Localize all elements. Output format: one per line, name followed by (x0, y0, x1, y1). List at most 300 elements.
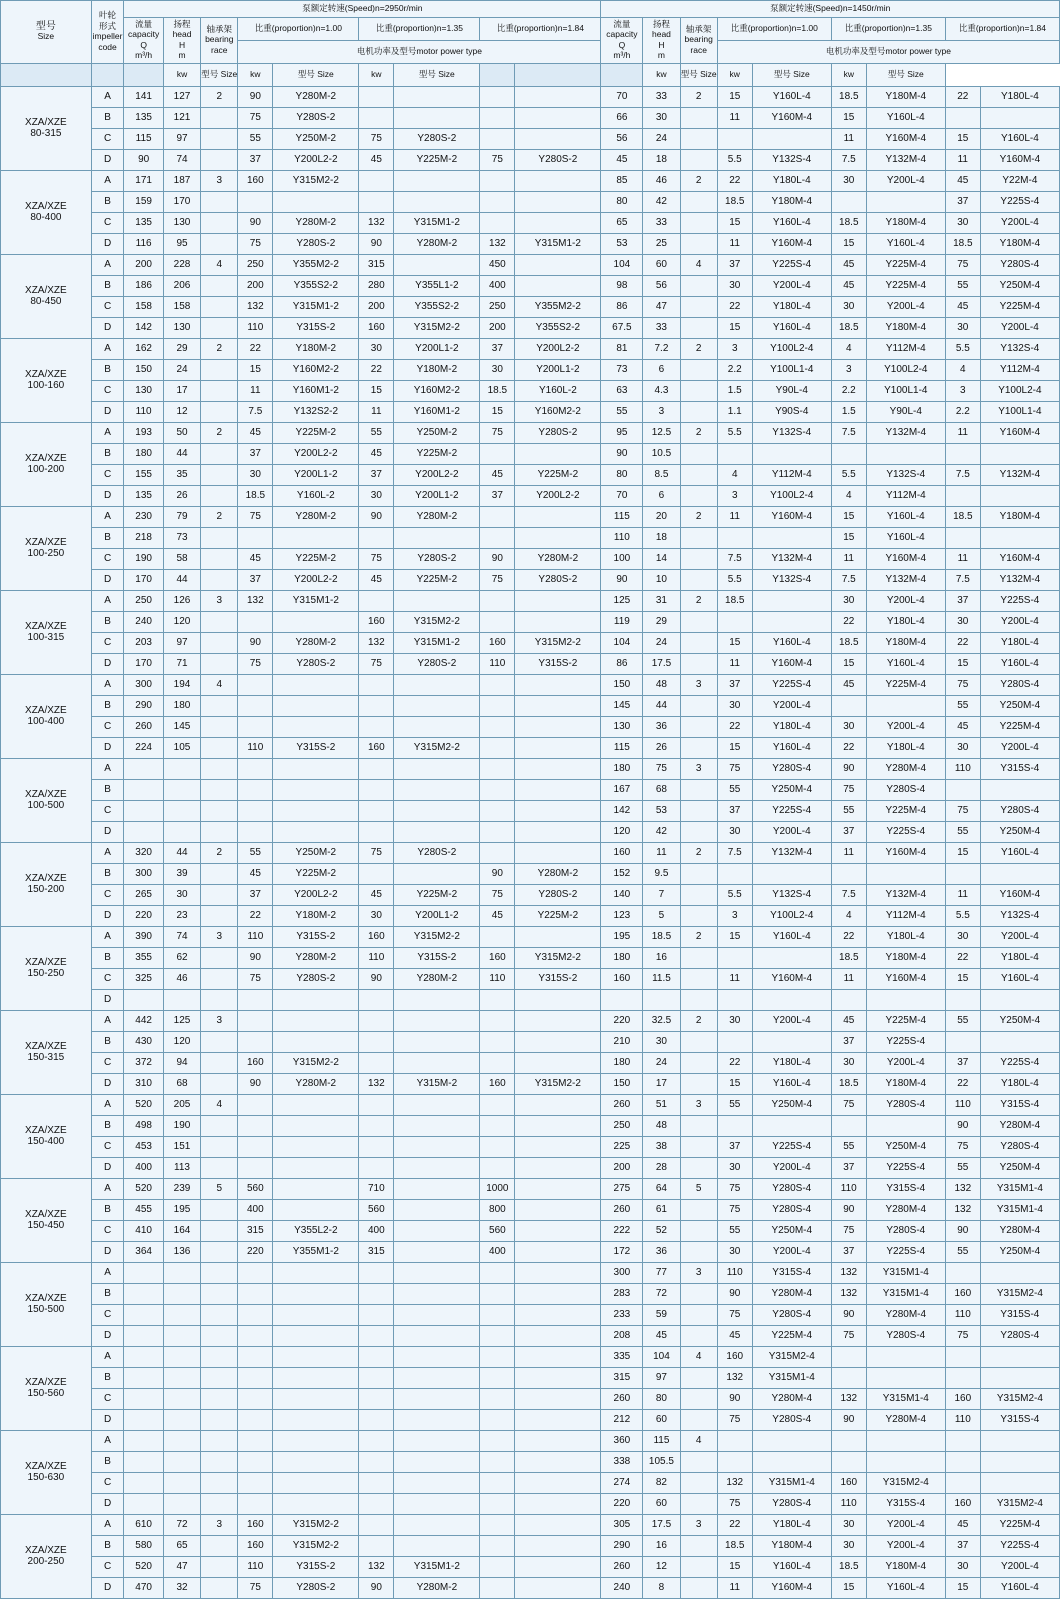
size-2950-100: Y280M-2 (273, 633, 359, 654)
size-1450-135: Y200L-4 (866, 591, 945, 612)
kw-2950-100: 90 (238, 633, 273, 654)
size-2950-100 (273, 1473, 359, 1494)
col-header-prop184-2950: 比重(proportion)n=1.84 (480, 18, 601, 41)
size-2950-184 (515, 1431, 601, 1452)
kw-2950-135: 75 (359, 129, 394, 150)
impeller-code: C (91, 129, 124, 150)
bearing-2950: 3 (201, 171, 238, 192)
head-1450: 9.5 (643, 864, 680, 885)
kw-1450-135: 75 (831, 1095, 866, 1116)
flow-2950: 171 (124, 171, 164, 192)
kw-2950-100: 110 (238, 318, 273, 339)
size-1450-100: Y280S-4 (752, 1179, 831, 1200)
kw-1450-100: 30 (717, 1158, 752, 1179)
bearing-1450 (680, 1305, 717, 1326)
head-2950: 65 (163, 1536, 200, 1557)
kw-2950-100: 75 (238, 108, 273, 129)
flow-1450: 86 (601, 654, 643, 675)
size-1450-184 (980, 864, 1059, 885)
size-1450-100: Y160M-4 (752, 969, 831, 990)
size-2950-100: Y280S-2 (273, 234, 359, 255)
col-header-size: 型号 Size (866, 64, 945, 87)
size-2950-100 (273, 1200, 359, 1221)
kw-2950-135 (359, 696, 394, 717)
size-1450-184: Y280M-4 (980, 1116, 1059, 1137)
impeller-code: A (91, 339, 124, 360)
kw-1450-100: 15 (717, 318, 752, 339)
kw-2950-184: 400 (480, 276, 515, 297)
size-1450-184: Y280S-4 (980, 801, 1059, 822)
size-1450-135: Y225S-4 (866, 1158, 945, 1179)
kw-2950-135 (359, 1494, 394, 1515)
head-2950: 228 (163, 255, 200, 276)
kw-1450-184: 37 (945, 591, 980, 612)
kw-2950-100: 45 (238, 423, 273, 444)
size-2950-135 (394, 1347, 480, 1368)
size-2950-135: Y315M-2 (394, 1074, 480, 1095)
kw-2950-184 (480, 444, 515, 465)
flow-2950: 290 (124, 696, 164, 717)
size-1450-184 (980, 108, 1059, 129)
kw-1450-184: 160 (945, 1494, 980, 1515)
flow-1450: 260 (601, 1389, 643, 1410)
table-row (1, 444, 1060, 465)
kw-2950-184: 90 (480, 864, 515, 885)
table-row (1, 759, 1060, 780)
bearing-2950 (201, 1536, 238, 1557)
size-1450-135: Y132M-4 (866, 150, 945, 171)
bearing-1450: 2 (680, 927, 717, 948)
size-2950-135 (394, 864, 480, 885)
bearing-1450 (680, 318, 717, 339)
kw-1450-184: 15 (945, 969, 980, 990)
kw-2950-135: 22 (359, 360, 394, 381)
kw-1450-135: 11 (831, 843, 866, 864)
size-2950-100: Y160M2-2 (273, 360, 359, 381)
kw-2950-135 (359, 528, 394, 549)
impeller-code: D (91, 486, 124, 507)
head-1450: 115 (643, 1431, 680, 1452)
head-1450: 60 (643, 1494, 680, 1515)
kw-1450-184: 90 (945, 1221, 980, 1242)
size-1450-184: Y250M-4 (980, 1158, 1059, 1179)
head-2950: 58 (163, 549, 200, 570)
head-2950 (163, 990, 200, 1011)
kw-1450-184: 30 (945, 1557, 980, 1578)
bearing-1450 (680, 1116, 717, 1137)
kw-2950-100: 22 (238, 906, 273, 927)
bearing-1450 (680, 234, 717, 255)
flow-1450: 142 (601, 801, 643, 822)
bearing-1450 (680, 192, 717, 213)
size-2950-184: Y160M2-2 (515, 402, 601, 423)
kw-1450-184: 45 (945, 297, 980, 318)
flow-1450: 240 (601, 1578, 643, 1599)
flow-2950 (124, 1389, 164, 1410)
kw-1450-184 (945, 1431, 980, 1452)
head-2950: 187 (163, 171, 200, 192)
kw-2950-184 (480, 1284, 515, 1305)
table-row (1, 1557, 1060, 1578)
kw-1450-100: 3 (717, 906, 752, 927)
table-row (1, 717, 1060, 738)
kw-1450-184: 55 (945, 1011, 980, 1032)
kw-1450-100: 7.5 (717, 843, 752, 864)
head-2950: 50 (163, 423, 200, 444)
size-1450-100: Y132S-4 (752, 423, 831, 444)
kw-2950-184: 250 (480, 297, 515, 318)
kw-2950-100 (238, 780, 273, 801)
kw-2950-100 (238, 1326, 273, 1347)
bearing-2950 (201, 486, 238, 507)
kw-1450-135: 30 (831, 591, 866, 612)
flow-2950: 230 (124, 507, 164, 528)
kw-1450-184 (945, 1347, 980, 1368)
kw-1450-100: 30 (717, 822, 752, 843)
bearing-2950 (201, 1452, 238, 1473)
size-1450-135: Y132M-4 (866, 570, 945, 591)
kw-2950-184 (480, 1158, 515, 1179)
flow-2950: 116 (124, 234, 164, 255)
bearing-2950 (201, 402, 238, 423)
kw-2950-135 (359, 717, 394, 738)
size-1450-100: Y280S-4 (752, 1494, 831, 1515)
size-1450-100: Y160L-4 (752, 318, 831, 339)
head-2950 (163, 780, 200, 801)
flow-1450: 53 (601, 234, 643, 255)
flow-1450: 315 (601, 1368, 643, 1389)
flow-2950: 320 (124, 843, 164, 864)
table-row (1, 1410, 1060, 1431)
size-2950-184 (515, 1326, 601, 1347)
table-row (1, 1389, 1060, 1410)
flow-1450 (601, 990, 643, 1011)
kw-1450-135 (831, 444, 866, 465)
size-2950-135: Y315M2-2 (394, 738, 480, 759)
size-2950-135: Y200L1-2 (394, 486, 480, 507)
kw-1450-100: 55 (717, 1221, 752, 1242)
kw-2950-100: 45 (238, 549, 273, 570)
size-2950-135 (394, 591, 480, 612)
head-1450: 10.5 (643, 444, 680, 465)
kw-2950-135: 11 (359, 402, 394, 423)
size-1450-100: Y225S-4 (752, 675, 831, 696)
impeller-code: C (91, 885, 124, 906)
kw-2950-135: 132 (359, 1557, 394, 1578)
header-spacer (91, 64, 124, 87)
size-1450-135: Y250M-4 (866, 1137, 945, 1158)
size-2950-135: Y280S-2 (394, 129, 480, 150)
flow-1450: 110 (601, 528, 643, 549)
kw-2950-100: 160 (238, 1053, 273, 1074)
kw-2950-100 (238, 1137, 273, 1158)
kw-2950-100: 37 (238, 150, 273, 171)
bearing-1450: 3 (680, 1515, 717, 1536)
bearing-1450: 3 (680, 759, 717, 780)
size-2950-184 (515, 1011, 601, 1032)
kw-2950-184 (480, 780, 515, 801)
bearing-2950 (201, 1053, 238, 1074)
head-1450: 48 (643, 675, 680, 696)
size-2950-100: Y355M1-2 (273, 1242, 359, 1263)
flow-1450: 212 (601, 1410, 643, 1431)
kw-2950-184 (480, 1557, 515, 1578)
size-1450-100: Y280M-4 (752, 1284, 831, 1305)
kw-1450-135: 37 (831, 1242, 866, 1263)
kw-2950-135 (359, 1347, 394, 1368)
impeller-code: C (91, 549, 124, 570)
kw-2950-135: 280 (359, 276, 394, 297)
head-1450: 24 (643, 1053, 680, 1074)
impeller-code: A (91, 1263, 124, 1284)
head-1450: 52 (643, 1221, 680, 1242)
kw-1450-184: 110 (945, 1305, 980, 1326)
kw-2950-135: 45 (359, 150, 394, 171)
kw-2950-184 (480, 759, 515, 780)
kw-1450-184: 30 (945, 318, 980, 339)
size-2950-100: Y315M1-2 (273, 297, 359, 318)
flow-1450: 73 (601, 360, 643, 381)
head-2950: 73 (163, 528, 200, 549)
size-1450-184: Y160L-4 (980, 654, 1059, 675)
header-spacer (601, 64, 643, 87)
size-1450-184: Y315M2-4 (980, 1389, 1059, 1410)
size-1450-135: Y160L-4 (866, 1578, 945, 1599)
table-row (1, 612, 1060, 633)
kw-2950-135: 560 (359, 1200, 394, 1221)
kw-1450-135: 18.5 (831, 318, 866, 339)
head-2950 (163, 1410, 200, 1431)
size-1450-135: Y225M-4 (866, 255, 945, 276)
kw-2950-184 (480, 1431, 515, 1452)
kw-2950-135: 400 (359, 1221, 394, 1242)
kw-2950-135 (359, 1389, 394, 1410)
size-2950-135 (394, 717, 480, 738)
kw-1450-135: 55 (831, 1137, 866, 1158)
kw-2950-135 (359, 1095, 394, 1116)
impeller-code: B (91, 1368, 124, 1389)
flow-2950 (124, 1347, 164, 1368)
table-row (1, 1095, 1060, 1116)
bearing-1450 (680, 1074, 717, 1095)
kw-2950-100 (238, 1158, 273, 1179)
kw-2950-100: 250 (238, 255, 273, 276)
size-1450-135: Y225M-4 (866, 801, 945, 822)
flow-1450: 338 (601, 1452, 643, 1473)
kw-1450-100: 45 (717, 1326, 752, 1347)
col-header-flow-2950: 流量 capacity Q m³/h (124, 18, 164, 64)
kw-1450-184: 75 (945, 1326, 980, 1347)
flow-2950: 159 (124, 192, 164, 213)
kw-2950-100: 75 (238, 654, 273, 675)
size-1450-184: Y315S-4 (980, 1095, 1059, 1116)
kw-1450-100: 3 (717, 486, 752, 507)
size-2950-100: Y225M-2 (273, 864, 359, 885)
size-2950-184 (515, 1221, 601, 1242)
head-1450: 25 (643, 234, 680, 255)
size-2950-100 (273, 528, 359, 549)
table-row (1, 1515, 1060, 1536)
size-2950-100: Y280S-2 (273, 1578, 359, 1599)
bearing-1450: 2 (680, 1011, 717, 1032)
flow-2950: 170 (124, 654, 164, 675)
kw-1450-100 (717, 990, 752, 1011)
kw-1450-135: 90 (831, 1410, 866, 1431)
kw-1450-135 (831, 192, 866, 213)
kw-1450-100: 75 (717, 1305, 752, 1326)
size-2950-184: Y315S-2 (515, 969, 601, 990)
flow-2950: 520 (124, 1095, 164, 1116)
size-1450-184 (980, 1473, 1059, 1494)
head-1450: 20 (643, 507, 680, 528)
kw-1450-135: 37 (831, 1158, 866, 1179)
kw-2950-100: 22 (238, 339, 273, 360)
kw-1450-184 (945, 1368, 980, 1389)
kw-2950-184 (480, 213, 515, 234)
kw-1450-100: 15 (717, 1074, 752, 1095)
head-1450: 42 (643, 192, 680, 213)
kw-1450-100: 18.5 (717, 1536, 752, 1557)
flow-1450: 86 (601, 297, 643, 318)
size-1450-100 (752, 1116, 831, 1137)
size-2950-100 (273, 1095, 359, 1116)
flow-2950: 453 (124, 1137, 164, 1158)
head-1450: 68 (643, 780, 680, 801)
kw-1450-184 (945, 990, 980, 1011)
flow-1450: 274 (601, 1473, 643, 1494)
kw-1450-135: 22 (831, 612, 866, 633)
size-2950-135: Y250M-2 (394, 423, 480, 444)
head-1450: 33 (643, 87, 680, 108)
size-2950-135 (394, 780, 480, 801)
table-row (1, 423, 1060, 444)
kw-1450-184: 7.5 (945, 570, 980, 591)
size-2950-184 (515, 696, 601, 717)
kw-1450-184: 160 (945, 1389, 980, 1410)
size-1450-100 (752, 1032, 831, 1053)
size-2950-100 (273, 801, 359, 822)
impeller-code: B (91, 108, 124, 129)
bearing-1450: 2 (680, 591, 717, 612)
kw-2950-100: 75 (238, 234, 273, 255)
size-2950-135 (394, 1116, 480, 1137)
bearing-1450 (680, 1494, 717, 1515)
table-row (1, 1347, 1060, 1368)
size-2950-135 (394, 1326, 480, 1347)
bearing-1450: 4 (680, 255, 717, 276)
head-1450: 77 (643, 1263, 680, 1284)
size-1450-100: Y132S-4 (752, 150, 831, 171)
kw-1450-184: 45 (945, 717, 980, 738)
impeller-code: A (91, 1431, 124, 1452)
size-1450-135: Y100L1-4 (866, 381, 945, 402)
kw-2950-100 (238, 1347, 273, 1368)
size-2950-135: Y315M1-2 (394, 633, 480, 654)
kw-1450-135: 37 (831, 822, 866, 843)
size-2950-135: Y280M-2 (394, 234, 480, 255)
size-1450-184: Y315S-4 (980, 1410, 1059, 1431)
kw-2950-135: 45 (359, 570, 394, 591)
size-1450-184: Y200L-4 (980, 1557, 1059, 1578)
flow-2950: 200 (124, 255, 164, 276)
size-2950-100 (273, 1158, 359, 1179)
kw-1450-135: 4 (831, 486, 866, 507)
flow-1450: 250 (601, 1116, 643, 1137)
head-2950 (163, 1452, 200, 1473)
head-1450: 29 (643, 612, 680, 633)
size-2950-100 (273, 1347, 359, 1368)
impeller-code: C (91, 1137, 124, 1158)
size-1450-100 (752, 444, 831, 465)
head-1450: 64 (643, 1179, 680, 1200)
kw-1450-100: 30 (717, 696, 752, 717)
flow-1450: 45 (601, 150, 643, 171)
size-2950-100: Y200L1-2 (273, 465, 359, 486)
kw-1450-184: 11 (945, 885, 980, 906)
head-2950 (163, 1263, 200, 1284)
size-2950-135: Y200L1-2 (394, 906, 480, 927)
size-1450-184: Y100L1-4 (980, 402, 1059, 423)
head-2950: 74 (163, 150, 200, 171)
kw-2950-184 (480, 1053, 515, 1074)
kw-1450-135: 90 (831, 759, 866, 780)
kw-2950-135: 90 (359, 969, 394, 990)
kw-1450-184: 3 (945, 381, 980, 402)
size-2950-184 (515, 1494, 601, 1515)
bearing-1450: 2 (680, 843, 717, 864)
size-2950-135: Y200L1-2 (394, 339, 480, 360)
kw-2950-100: 18.5 (238, 486, 273, 507)
bearing-1450 (680, 780, 717, 801)
size-1450-100: Y160M-4 (752, 108, 831, 129)
size-2950-100: Y160L-2 (273, 486, 359, 507)
kw-1450-184: 55 (945, 1158, 980, 1179)
head-2950: 121 (163, 108, 200, 129)
size-1450-100: Y180L-4 (752, 297, 831, 318)
bearing-1450: 3 (680, 1263, 717, 1284)
flow-1450: 115 (601, 738, 643, 759)
head-2950: 145 (163, 717, 200, 738)
pump-model-cell: XZA/XZE 100-500 (1, 759, 92, 843)
kw-1450-184: 55 (945, 696, 980, 717)
flow-1450: 81 (601, 339, 643, 360)
size-2950-100: Y280M-2 (273, 213, 359, 234)
flow-1450: 115 (601, 507, 643, 528)
col-header-impeller: 叶轮 形式 impeller code (91, 1, 124, 64)
kw-1450-100: 15 (717, 633, 752, 654)
flow-2950: 220 (124, 906, 164, 927)
size-2950-184 (515, 675, 601, 696)
size-2950-135 (394, 108, 480, 129)
table-row (1, 675, 1060, 696)
size-1450-135: Y280M-4 (866, 759, 945, 780)
size-2950-184 (515, 1578, 601, 1599)
flow-1450: 195 (601, 927, 643, 948)
size-1450-100: Y160L-4 (752, 738, 831, 759)
head-2950: 127 (163, 87, 200, 108)
table-row (1, 1158, 1060, 1179)
table-row (1, 1326, 1060, 1347)
table-row (1, 822, 1060, 843)
head-2950: 195 (163, 1200, 200, 1221)
size-1450-135: Y225M-4 (866, 675, 945, 696)
flow-2950: 170 (124, 570, 164, 591)
kw-2950-184 (480, 696, 515, 717)
bearing-2950 (201, 738, 238, 759)
head-2950 (163, 822, 200, 843)
size-1450-100: Y315M1-4 (752, 1473, 831, 1494)
size-1450-135: Y132M-4 (866, 423, 945, 444)
